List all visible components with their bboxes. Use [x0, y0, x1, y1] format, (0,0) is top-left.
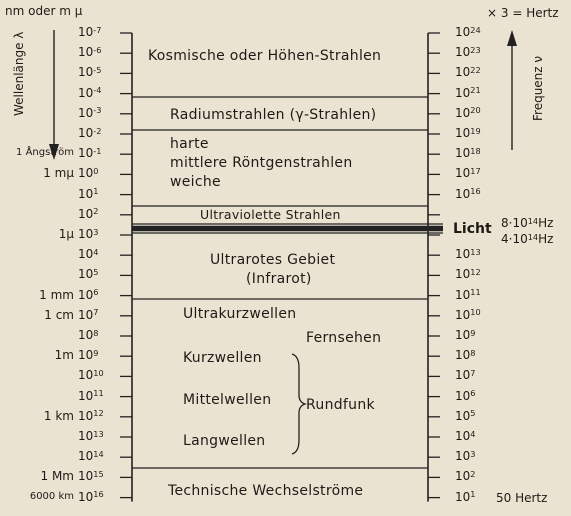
frequency-tick-label: $10^{12}$: [455, 266, 481, 282]
frequency-tick-label: $10^{10}$: [455, 307, 481, 322]
wavelength-tick-label: $10^7$: [78, 307, 99, 322]
band-ultrashort-waves: Ultrakurzwellen: [183, 306, 297, 322]
wavelength-tick-label: $10^{-2}$: [78, 125, 102, 140]
band-medium-waves: Mittelwellen: [183, 392, 272, 408]
wavelength-tick-label: $10^{16}$: [78, 489, 104, 504]
band-cosmic-rays: Kosmische oder Höhen-Strahlen: [148, 48, 382, 64]
wavelength-unit-marker: 1 Mm: [40, 469, 74, 484]
radio-brace: [292, 354, 305, 454]
wavelength-axis-label: Wellenlänge λ: [12, 31, 26, 116]
frequency-unit-header: × 3 = Hertz: [487, 6, 559, 20]
frequency-tick-label: $10^9$: [455, 327, 476, 342]
wavelength-tick-label: $10^{-5}$: [78, 64, 102, 80]
wavelength-tick-label: $10^6$: [78, 287, 99, 302]
frequency-tick-label: $10^{22}$: [455, 64, 481, 80]
wavelength-tick-label: $10^{14}$: [78, 448, 104, 464]
wavelength-tick-label: $10^{10}$: [78, 367, 104, 383]
frequency-tick-label: $10^{16}$: [455, 186, 481, 201]
wavelength-tick-label: $10^5$: [78, 266, 99, 282]
wavelength-tick-label: $10^0$: [78, 165, 99, 181]
wavelength-tick-label: $10^8$: [78, 327, 99, 342]
wavelength-tick-label: $10^4$: [78, 246, 99, 262]
frequency-tick-label: $10^{18}$: [455, 145, 481, 161]
wavelength-tick-label: $10^2$: [78, 206, 99, 221]
wavelength-tick-label: $10^{11}$: [78, 388, 104, 403]
frequency-tick-label: $10^{20}$: [455, 105, 481, 120]
band-broadcast: Rundfunk: [306, 397, 375, 413]
wavelength-unit-marker: 1 mm: [39, 287, 74, 302]
frequency-tick-label: $10^6$: [455, 388, 476, 403]
band-long-waves: Langwellen: [183, 433, 266, 449]
band-short-waves: Kurzwellen: [183, 350, 262, 366]
wavelength-unit-marker: 1 cm: [44, 307, 74, 322]
wavelength-tick-label: $10^{-6}$: [78, 44, 102, 60]
band-alternating-currents: Technische Wechselströme: [168, 483, 364, 499]
wavelength-tick-label: $10^{-7}$: [78, 24, 102, 39]
light-upper-frequency: $8\cdot 10^{14}Hz$: [501, 215, 554, 230]
frequency-tick-label: $10^{11}$: [455, 287, 481, 302]
wavelength-tick-label: $10^{-3}$: [78, 105, 102, 120]
band-xray-soft: weiche: [170, 174, 221, 190]
band-xray-hard: harte: [170, 136, 209, 152]
frequency-axis-label: Frequenz ν: [531, 55, 545, 121]
wavelength-tick-label: $10^3$: [78, 226, 99, 241]
wavelength-tick-label: $10^9$: [78, 347, 99, 363]
frequency-tick-label: $10^{24}$: [455, 24, 481, 39]
light-label: Licht: [453, 221, 492, 237]
band-xray-medium: mittlere Röntgenstrahlen: [170, 155, 353, 171]
wavelength-tick-label: $10^{13}$: [78, 428, 104, 443]
wavelength-tick-label: $10^1$: [78, 186, 99, 201]
light-lower-frequency: $4\cdot 10^{14}Hz$: [501, 231, 554, 246]
wavelength-unit-marker: 6000 km: [29, 490, 74, 502]
frequency-tick-label: $10^3$: [455, 448, 476, 464]
wavelength-unit-header: nm oder m μ: [5, 4, 83, 18]
band-infrared: Ultrarotes Gebiet: [210, 252, 336, 268]
wavelength-tick-label: $10^{-1}$: [78, 145, 102, 161]
wavelength-unit-marker: 1 Ångström: [16, 147, 74, 159]
wavelength-unit-marker: 1 km: [43, 408, 74, 423]
frequency-tick-label: $10^{23}$: [455, 44, 481, 60]
band-television: Fernsehen: [306, 330, 382, 346]
wavelength-tick-label: $10^{12}$: [78, 408, 104, 423]
wavelength-unit-marker: 1μ: [58, 227, 74, 241]
band-ultraviolet: Ultraviolette Strahlen: [200, 207, 341, 222]
band-infrared-sub: (Infrarot): [246, 271, 312, 287]
frequency-tick-label: $10^5$: [455, 408, 476, 423]
frequency-tick-label: $10^8$: [455, 347, 476, 363]
frequency-tick-label: $10^7$: [455, 367, 476, 383]
frequency-tick-label: $10^{13}$: [455, 246, 481, 262]
wavelength-unit-marker: 1m: [54, 348, 74, 363]
wavelength-unit-marker: 1 mμ: [43, 166, 74, 181]
frequency-tick-label: $10^{19}$: [455, 125, 481, 140]
frequency-tick-label: $10^{21}$: [455, 85, 481, 100]
wavelength-tick-label: $10^{-4}$: [78, 85, 102, 100]
band-radium-rays: Radiumstrahlen (γ-Strahlen): [170, 107, 377, 123]
frequency-tick-label: $10^4$: [455, 428, 476, 443]
wavelength-tick-label: $10^{15}$: [78, 468, 104, 484]
frequency-tick-label: $10^2$: [455, 468, 476, 484]
frequency-tick-label: $10^1$: [455, 489, 476, 504]
frequency-tick-label: $10^{17}$: [455, 165, 481, 181]
frequency-arrow-head: [507, 30, 517, 46]
frequency-footer-50hz: 50 Hertz: [496, 491, 548, 505]
